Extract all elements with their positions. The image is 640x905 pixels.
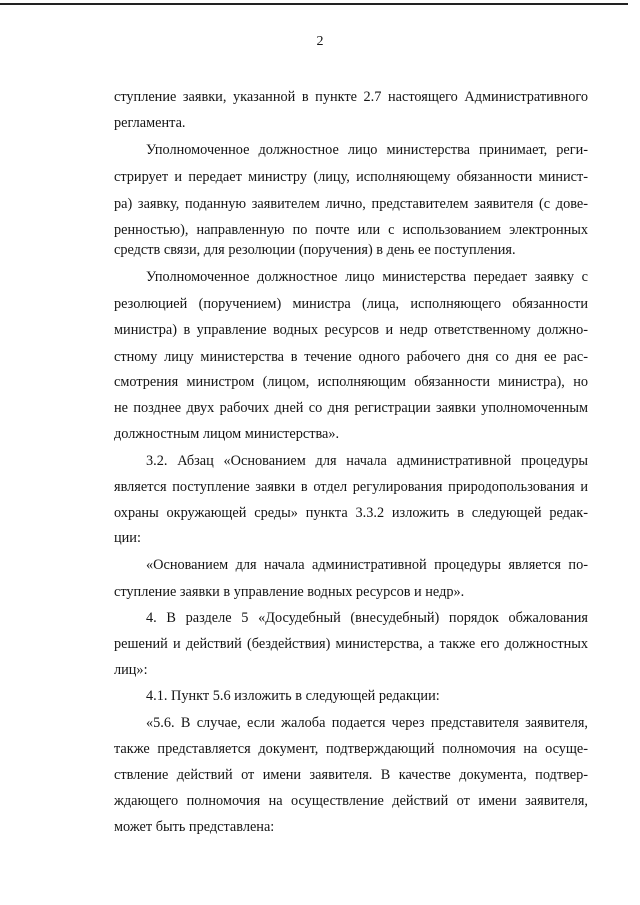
text-line: 3.2. Абзац «Основанием для начала административной процедуры [146,453,588,469]
text-line: резолюцией (поручением) министра (лица, исполняющего обязанности [114,296,588,312]
text-line: Уполномоченное должностное лицо министерства принимает, реги- [146,142,588,158]
text-line: смотрения министром (лицом, исполняющим обязанности министра), но [114,374,588,390]
top-border-line [0,3,628,5]
text-line: является поступление заявки в отдел регулирования природопользования и [114,479,588,495]
text-line: «5.6. В случае, если жалоба подается через представителя заявителя, [146,715,588,731]
text-line: средств связи, для резолюции (поручения) в день ее поступления. [114,242,516,258]
text-line: охраны окружающей среды» пункта 3.3.2 изложить в следующей редак- [114,505,588,521]
text-line: ступление заявки, указанной в пункте 2.7 настоящего Административного [114,89,588,105]
text-line: лиц»: [114,662,148,678]
text-line: ра) заявку, поданную заявителем лично, представителем заявителя (с дове- [114,196,588,212]
text-line: ренностью), направленную по почте или с использованием электронных [114,222,588,238]
text-line: ствление действий от имени заявителя. В качестве документа, подтвер- [114,767,588,783]
text-line: ции: [114,530,141,546]
text-line: Уполномоченное должностное лицо министерства передает заявку с [146,269,588,285]
text-line: должностным лицом министерства». [114,426,340,442]
text-line: также представляется документ, подтверждающий полномочия на осуще- [114,741,588,757]
text-line: может быть представлена: [114,819,275,835]
text-line: ступление заявки в управление водных ресурсов и недр». [114,584,465,600]
page-number: 2 [316,34,324,49]
text-line: 4. В разделе 5 «Досудебный (внесудебный) порядок обжалования [146,610,588,626]
text-line: стрирует и передает министру (лицу, исполняющему обязанности минист- [114,169,588,185]
text-line: ждающего полномочия на осуществление действий от имени заявителя, [114,793,588,809]
text-line: решений и действий (бездействия) министерства, а также его должностных [114,636,588,652]
text-line: министра) в управление водных ресурсов и недр ответственному должно- [114,322,588,338]
text-line: 4.1. Пункт 5.6 изложить в следующей редакции: [146,688,440,704]
text-line: не позднее двух рабочих дней со дня регистрации заявки уполномоченным [114,400,588,416]
text-line: стному лицу министерства в течение одного рабочего дня со дня ее рас- [114,349,588,365]
text-line: регламента. [114,115,186,131]
text-line: «Основанием для начала административной процедуры является по- [146,557,588,573]
